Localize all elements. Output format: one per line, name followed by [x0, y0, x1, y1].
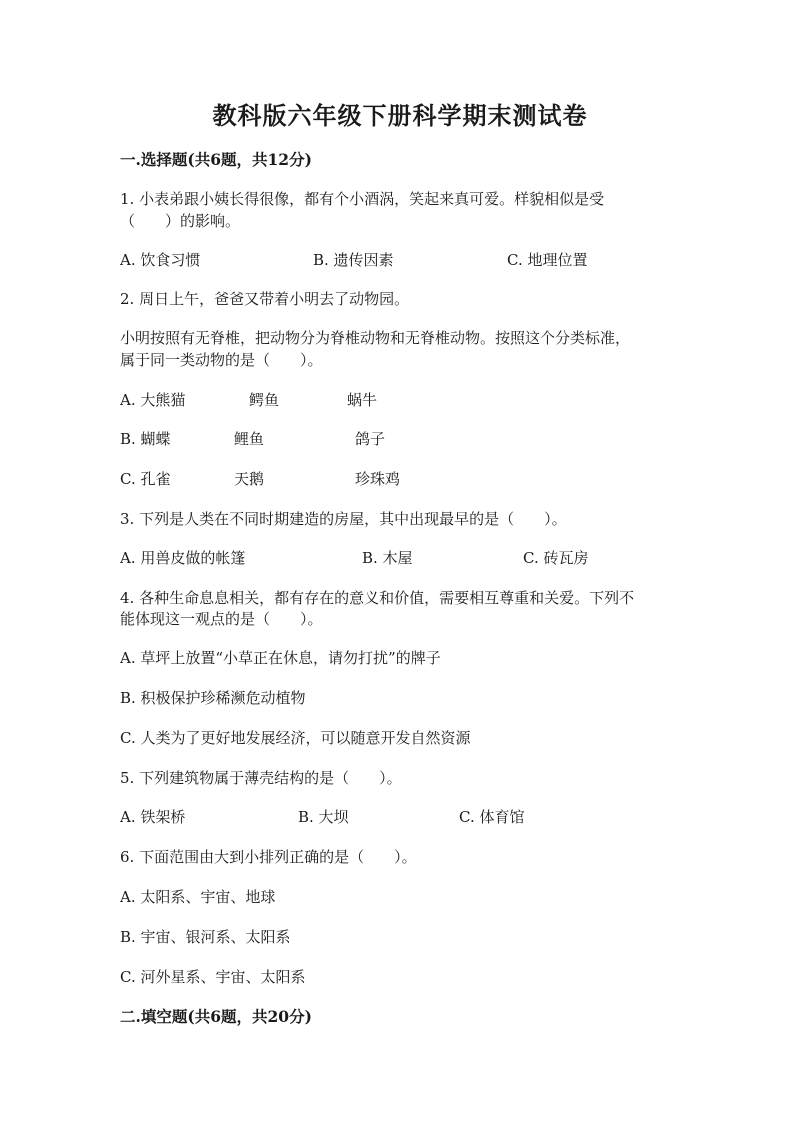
- question-2-option-a: A. 大熊猫: [120, 391, 186, 409]
- question-6-option-c: C. 河外星系、宇宙、太阳系: [120, 968, 306, 986]
- question-2-option-b-item: 鸽子: [355, 430, 386, 448]
- question-2-option-b: B. 蝴蝶: [120, 430, 171, 448]
- question-1-option-a: A. 饮食习惯: [120, 251, 201, 269]
- question-1-option-b: B. 遗传因素: [313, 251, 394, 269]
- question-2-text: 2. 周日上午，爸爸又带着小明去了动物园。: [120, 290, 410, 308]
- question-2-option-b-item: 鲤鱼: [234, 430, 265, 448]
- section-heading-choice: 一.选择题(共6题，共12分): [120, 150, 312, 169]
- question-3-text: 3. 下列是人类在不同时期建造的房屋，其中出现最早的是（ ）。: [120, 510, 567, 528]
- question-1-text: 1. 小表弟跟小姨长得很像，都有个小酒涡，笑起来真可爱。样貌相似是受: [120, 190, 605, 208]
- question-2-option-c: C. 孔雀: [120, 470, 171, 488]
- question-1-option-c: C. 地理位置: [507, 251, 588, 269]
- question-6-text: 6. 下面范围由大到小排列正确的是（ ）。: [120, 848, 417, 866]
- section-heading-fill-in: 二.填空题(共6题，共20分): [120, 1007, 312, 1026]
- question-5-option-b: B. 大坝: [298, 808, 349, 826]
- question-2-option-a-item: 蜗牛: [347, 391, 378, 409]
- question-2-option-c-item: 天鹅: [234, 470, 265, 488]
- question-2-option-c-item: 珍珠鸡: [355, 470, 401, 488]
- question-4-option-a: A. 草坪上放置“小草正在休息，请勿打扰”的牌子: [120, 649, 441, 667]
- page-title: 教科版六年级下册科学期末测试卷: [212, 101, 588, 130]
- question-5-option-c: C. 体育馆: [459, 808, 525, 826]
- question-4-text-cont: 能体现这一观点的是（ ）。: [120, 610, 323, 628]
- question-2-option-a-item: 鳄鱼: [249, 391, 280, 409]
- question-3-option-b: B. 木屋: [362, 549, 413, 567]
- question-4-text: 4. 各种生命息息相关，都有存在的意义和价值，需要相互尊重和关爱。下列不: [120, 589, 635, 607]
- question-3-option-a: A. 用兽皮做的帐篷: [120, 549, 246, 567]
- question-6-option-a: A. 太阳系、宇宙、地球: [120, 888, 276, 906]
- question-4-option-b: B. 积极保护珍稀濒危动植物: [120, 689, 306, 707]
- question-1-text-cont: （ ）的影响。: [120, 212, 241, 230]
- question-5-option-a: A. 铁架桥: [120, 808, 186, 826]
- question-6-option-b: B. 宇宙、银河系、太阳系: [120, 928, 291, 946]
- question-4-option-c: C. 人类为了更好地发展经济，可以随意开发自然资源: [120, 729, 471, 747]
- question-3-option-c: C. 砖瓦房: [523, 549, 589, 567]
- question-2-text-cont: 小明按照有无脊椎，把动物分为脊椎动物和无脊椎动物。按照这个分类标准，: [120, 329, 631, 347]
- question-5-text: 5. 下列建筑物属于薄壳结构的是（ ）。: [120, 769, 402, 787]
- question-2-text-cont2: 属于同一类动物的是（ ）。: [120, 351, 323, 369]
